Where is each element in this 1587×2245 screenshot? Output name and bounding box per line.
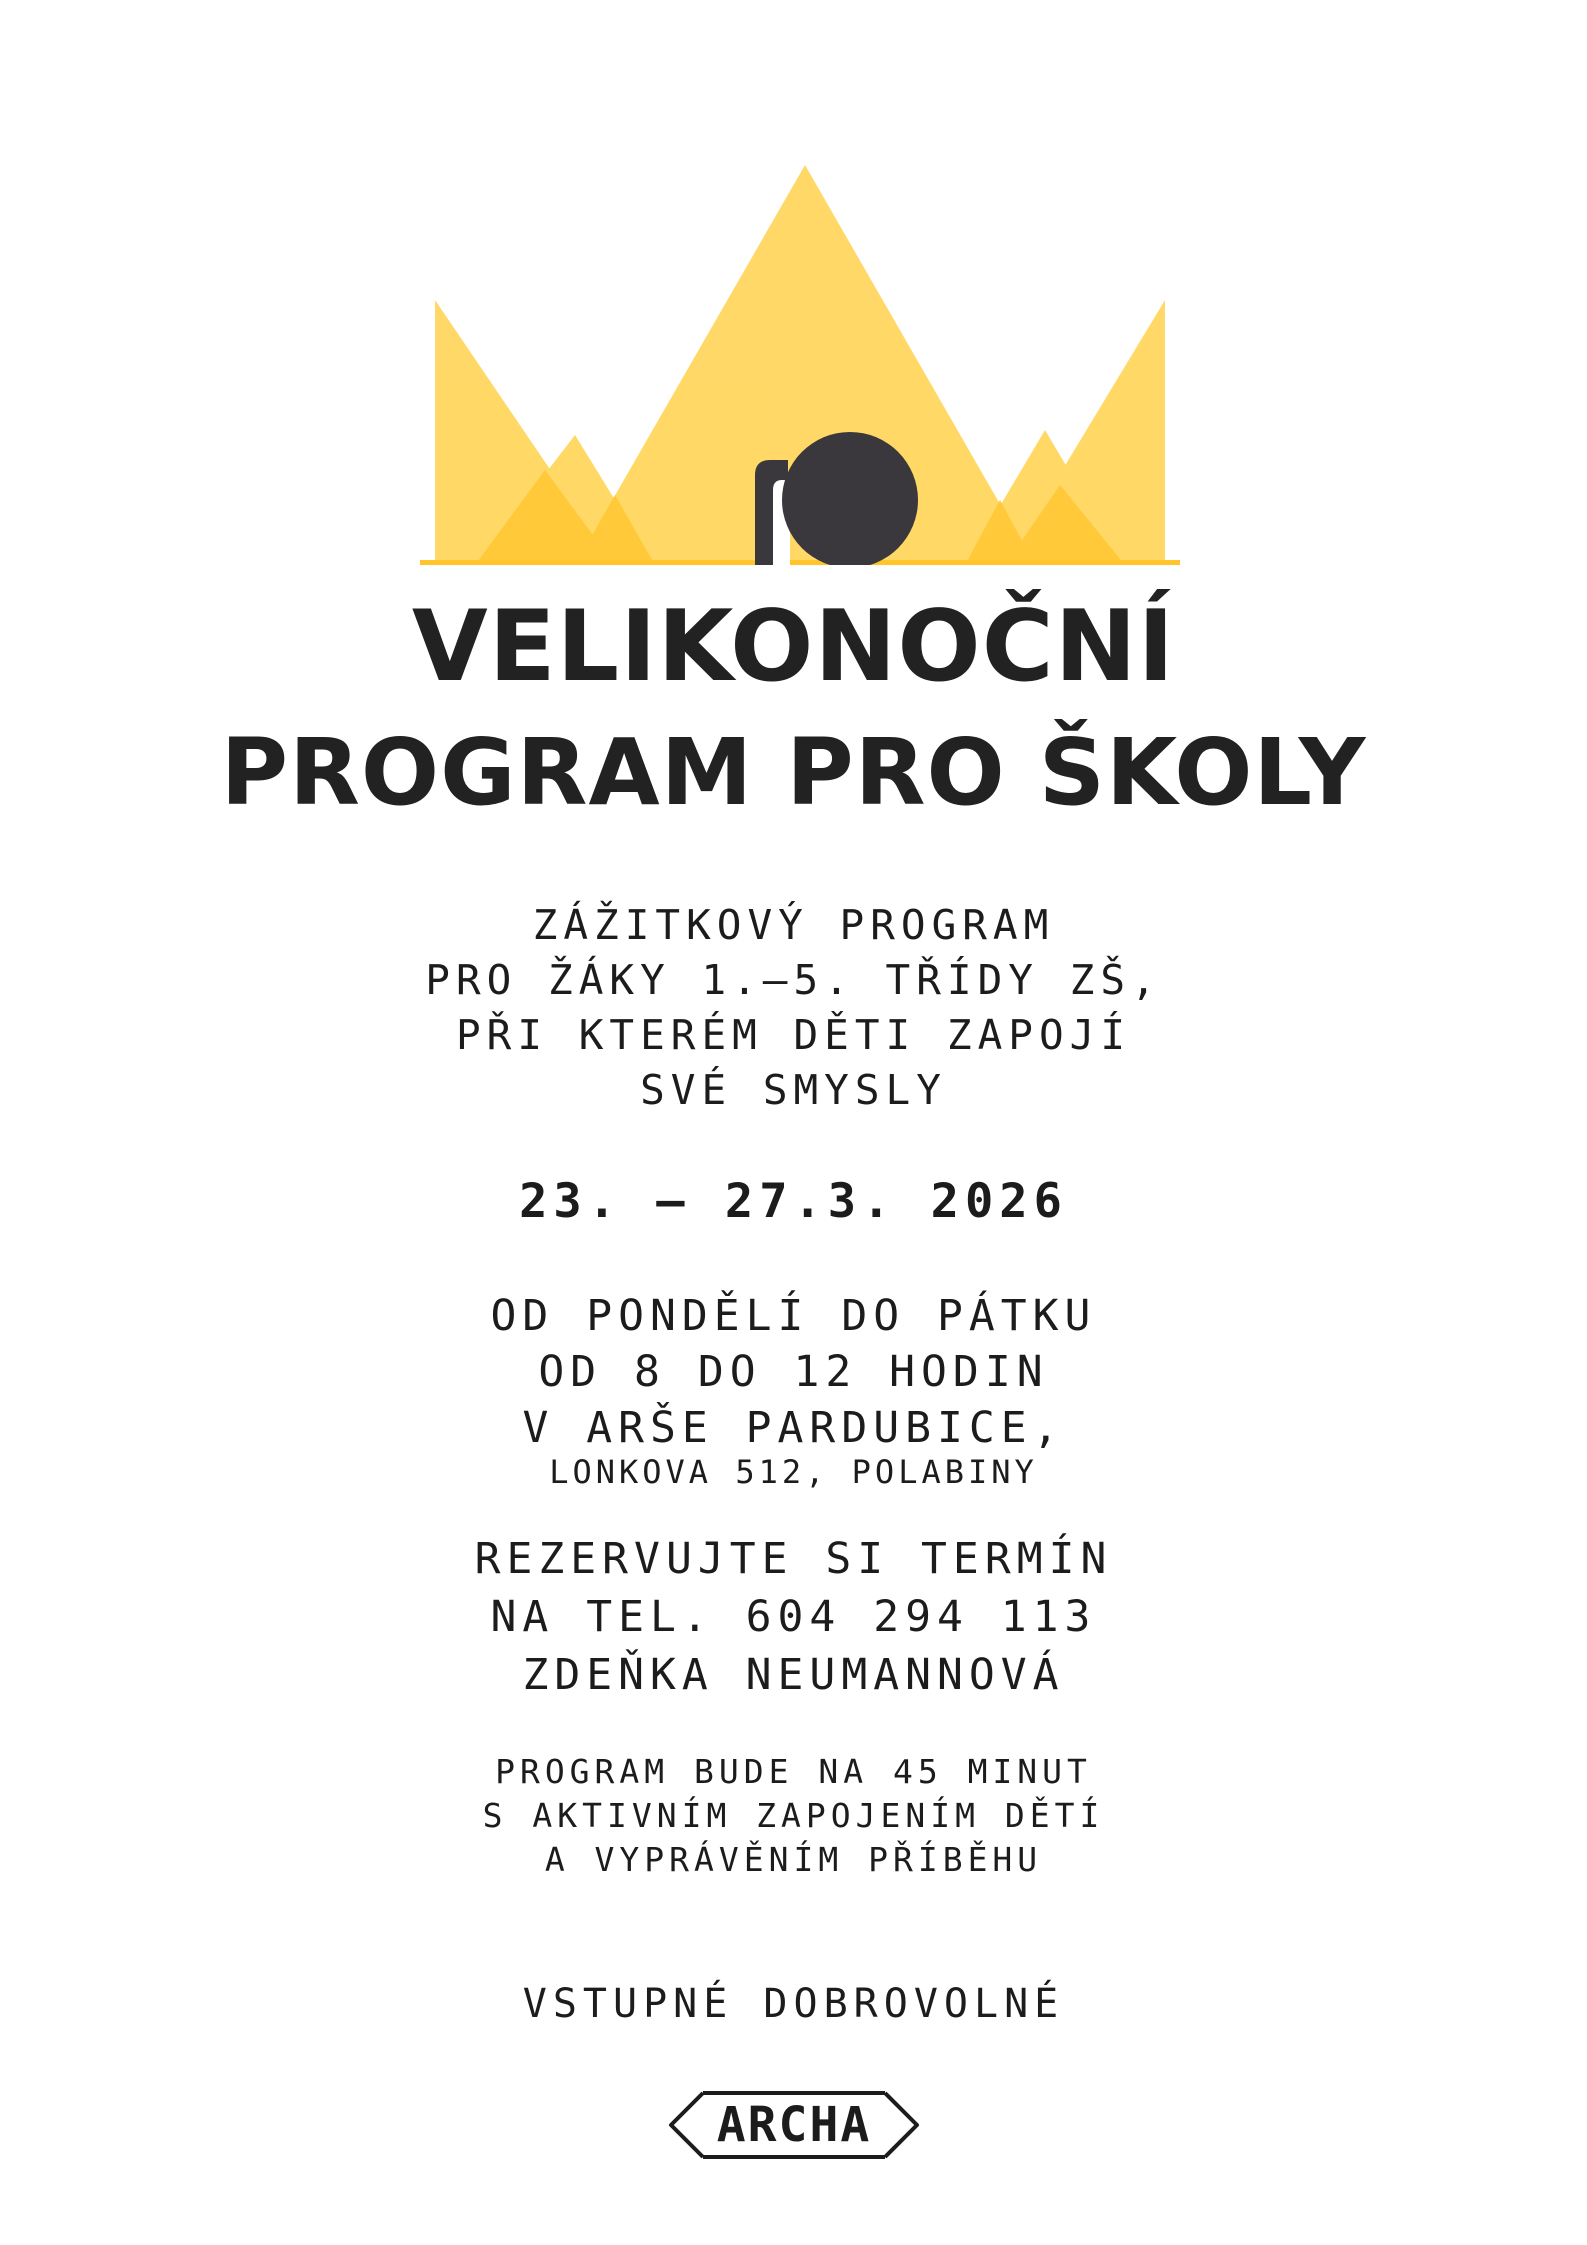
intro-text — [0, 898, 1587, 1118]
schedule-line: V ARŠE PARDUBICE, — [522, 1403, 1065, 1453]
archa-logo — [663, 2085, 925, 2165]
schedule-line: OD 8 DO 12 HODIN — [538, 1347, 1049, 1397]
intro-line: SVÉ SMYSLY — [640, 1066, 947, 1114]
logo-text: ARCHA — [716, 2097, 872, 2153]
event-date: 23. – 27.3. 2026 — [519, 1174, 1068, 1229]
schedule-line: OD PONDĚLÍ DO PÁTKU — [490, 1291, 1097, 1341]
note-line: PROGRAM BUDE NA 45 MINUT — [495, 1752, 1092, 1791]
reservation-text — [0, 1530, 1587, 1704]
crown-illustration — [420, 165, 1180, 565]
admission-fee: VSTUPNÉ DOBROVOLNÉ — [522, 1981, 1065, 2027]
note-line: S AKTIVNÍM ZAPOJENÍM DĚTÍ — [482, 1796, 1105, 1835]
reservation-phone: NA TEL. 604 294 113 — [490, 1592, 1097, 1642]
reservation-line: REZERVUJTE SI TERMÍN — [474, 1534, 1113, 1584]
title-line-2: PROGRAM PRO ŠKOLY — [220, 719, 1367, 826]
note-line: A VYPRÁVĚNÍM PŘÍBĚHU — [544, 1840, 1043, 1879]
intro-line: ZÁŽITKOVÝ PROGRAM — [532, 901, 1055, 949]
program-note — [0, 1750, 1587, 1882]
address: LONKOVA 512, POLABINY — [549, 1453, 1038, 1491]
schedule-text — [0, 1288, 1587, 1456]
intro-line: PRO ŽÁKY 1.–5. TŘÍDY ZŠ, — [425, 956, 1162, 1004]
reservation-contact: ZDEŇKA NEUMANNOVÁ — [522, 1650, 1065, 1700]
intro-line: PŘI KTERÉM DĚTI ZAPOJÍ — [455, 1011, 1132, 1059]
title-line-1: VELIKONOČNÍ — [411, 590, 1176, 704]
